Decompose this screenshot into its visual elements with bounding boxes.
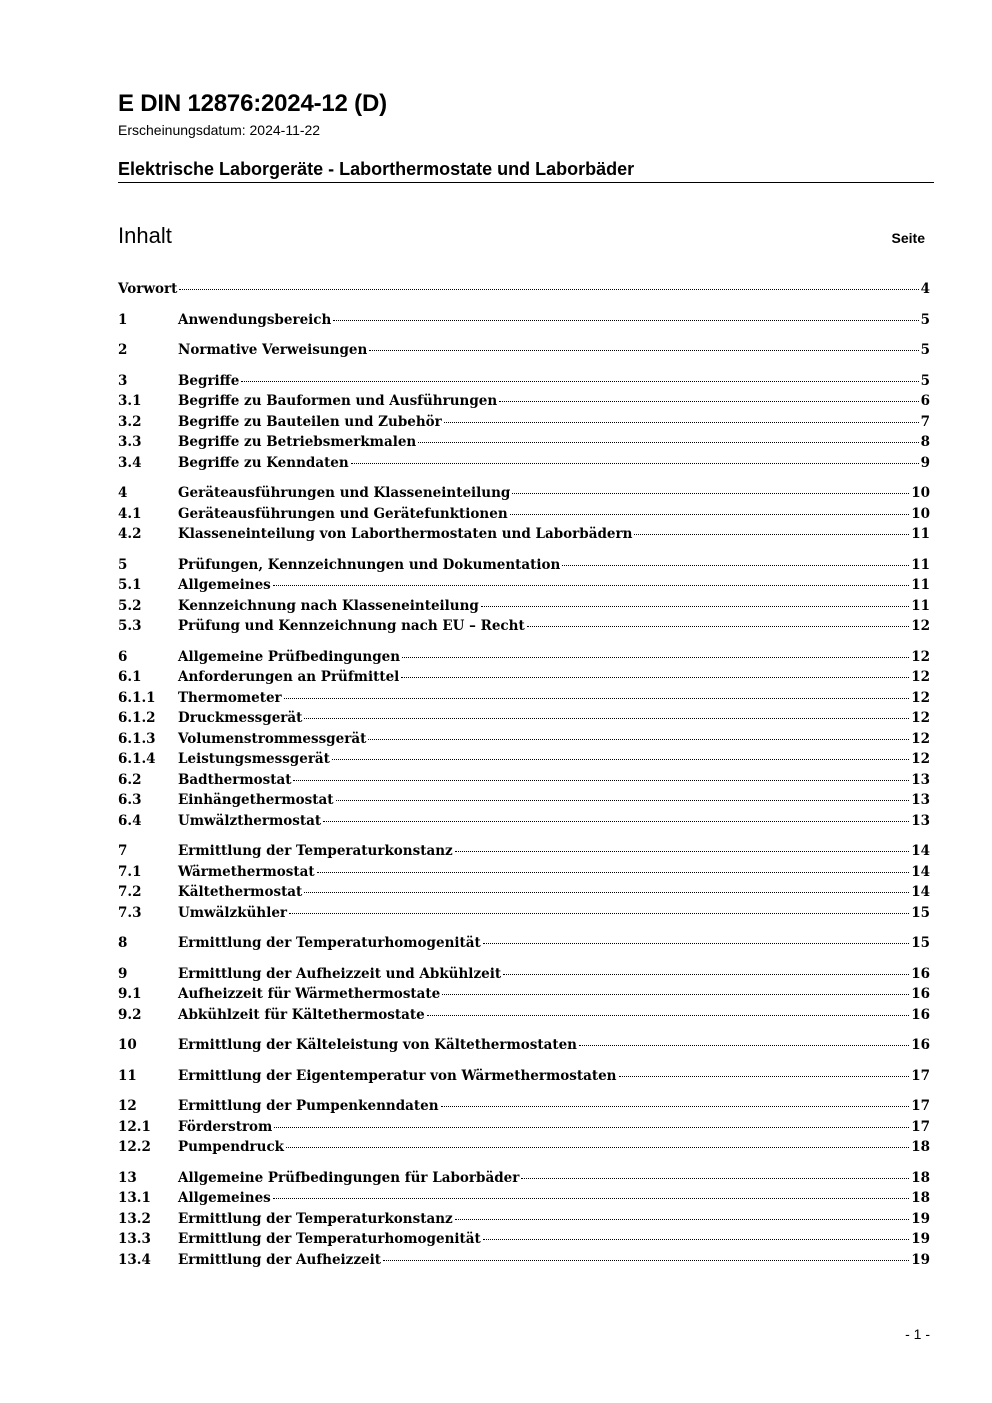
- toc-entry-number: 9.1: [118, 986, 142, 1002]
- toc-entry-number: 6.1.3: [118, 730, 156, 747]
- toc-entry-number: 3.1: [118, 393, 142, 409]
- toc-entry-title: Kennzeichnung nach Klasseneinteilung: [178, 597, 479, 614]
- toc-entry-page: 7: [920, 413, 930, 430]
- toc-entry-page: 14: [911, 843, 930, 859]
- toc-dot-leader: [241, 381, 918, 382]
- toc-dot-leader: [579, 1045, 909, 1046]
- toc-entry[interactable]: [118, 506, 930, 527]
- toc-entry-number: 6: [118, 648, 128, 665]
- toc-entry-number: 7.2: [118, 884, 142, 900]
- toc-entry[interactable]: [118, 669, 930, 690]
- toc-entry-title: Vorwort: [118, 281, 178, 297]
- toc-entry-page: 18: [911, 1139, 930, 1155]
- toc-dot-leader: [402, 657, 909, 658]
- toc-entry-number: 5.2: [118, 597, 142, 614]
- toc-entry-page: 19: [911, 1251, 930, 1268]
- toc-entry-page: 4: [920, 281, 930, 297]
- toc-entry[interactable]: [118, 455, 930, 476]
- toc-entry-page: 5: [920, 342, 930, 358]
- toc-dot-leader: [383, 1260, 909, 1261]
- toc-entry-title: Allgemeine Prüfbedingungen: [178, 648, 401, 665]
- toc-entry-number: 3: [118, 372, 128, 389]
- toc-entry-title: Ermittlung der Kälteleistung von Kältethermostaten: [178, 1037, 577, 1053]
- toc-dot-leader: [369, 350, 918, 351]
- toc-entry-number: 4: [118, 485, 128, 501]
- toc-entry-title: Ermittlung der Pumpenkenndaten: [178, 1098, 439, 1114]
- toc-entry[interactable]: [118, 1007, 930, 1028]
- toc-entry-title: Prüfungen, Kennzeichnungen und Dokumentation: [178, 556, 561, 573]
- table-of-contents: [118, 281, 930, 1272]
- toc-entry-title: Wärmethermostat: [178, 863, 315, 880]
- toc-entry-page: 9: [920, 454, 930, 471]
- toc-dot-leader: [179, 289, 918, 290]
- toc-entry-page: 16: [911, 986, 930, 1002]
- toc-entry-page: 17: [911, 1067, 930, 1084]
- toc-entry-number: 12.1: [118, 1118, 151, 1135]
- toc-heading: Inhalt: [118, 223, 172, 248]
- toc-entry-number: 13.3: [118, 1231, 151, 1247]
- toc-entry-number: 5.3: [118, 618, 142, 634]
- publication-date: Erscheinungsdatum: 2024-11-22: [118, 122, 321, 138]
- toc-entry-number: 11: [118, 1067, 137, 1084]
- toc-entry-page: 13: [911, 771, 930, 788]
- toc-entry-number: 6.1.2: [118, 710, 156, 726]
- toc-entry-title: Anforderungen an Prüfmittel: [178, 669, 400, 685]
- toc-entry[interactable]: [118, 751, 930, 772]
- toc-dot-leader: [483, 943, 909, 944]
- toc-dot-leader: [418, 442, 918, 443]
- toc-entry-page: 12: [911, 730, 930, 747]
- toc-entry-number: 13: [118, 1169, 137, 1186]
- toc-dot-leader: [442, 994, 909, 995]
- toc-entry-title: Einhängethermostat: [178, 792, 334, 808]
- toc-entry[interactable]: [118, 1037, 930, 1058]
- toc-entry-page: 11: [911, 526, 930, 542]
- toc-entry[interactable]: [118, 843, 930, 864]
- toc-entry-title: Leistungsmessgerät: [178, 751, 330, 767]
- toc-entry-title: Kältethermostat: [178, 884, 303, 900]
- document-number: E DIN 12876:2024-12 (D): [118, 90, 387, 117]
- toc-entry-page: 12: [911, 618, 930, 634]
- toc-entry-number: 8: [118, 935, 128, 951]
- toc-entry[interactable]: [118, 731, 930, 752]
- toc-entry-title: Begriffe zu Bauformen und Ausführungen: [178, 393, 498, 409]
- toc-entry-page: 12: [911, 669, 930, 685]
- toc-entry-title: Abkühlzeit für Kältethermostate: [178, 1006, 425, 1023]
- toc-entry-title: Geräteausführungen und Gerätefunktionen: [178, 505, 508, 522]
- toc-entry-number: 6.3: [118, 792, 142, 808]
- toc-entry-number: 3.3: [118, 434, 142, 450]
- toc-entry-title: Begriffe zu Kenndaten: [178, 454, 349, 471]
- toc-entry-number: 2: [118, 342, 128, 358]
- toc-entry[interactable]: [118, 710, 930, 731]
- toc-entry-title: Allgemeines: [178, 1190, 271, 1206]
- toc-entry[interactable]: [118, 966, 930, 987]
- toc-entry[interactable]: [118, 1139, 930, 1160]
- toc-entry-title: Begriffe zu Bauteilen und Zubehör: [178, 413, 442, 430]
- toc-entry-title: Begriffe zu Betriebsmerkmalen: [178, 434, 417, 450]
- toc-entry[interactable]: [118, 935, 930, 956]
- toc-entry[interactable]: [118, 690, 930, 711]
- toc-dot-leader: [286, 1147, 909, 1148]
- toc-entry-number: 7.3: [118, 904, 142, 921]
- toc-entry[interactable]: [118, 792, 930, 813]
- toc-entry-title: Geräteausführungen und Klasseneinteilung: [178, 485, 511, 501]
- toc-entry-page: 11: [911, 556, 930, 573]
- toc-entry-title: Begriffe: [178, 372, 240, 389]
- toc-entry[interactable]: [118, 526, 930, 547]
- toc-entry-number: 12: [118, 1098, 137, 1114]
- toc-entry-page: 12: [911, 648, 930, 665]
- toc-entry-page: 14: [911, 884, 930, 900]
- toc-entry-title: Ermittlung der Aufheizzeit: [178, 1251, 381, 1268]
- toc-dot-leader: [634, 534, 909, 535]
- toc-entry-title: Aufheizzeit für Wärmethermostate: [178, 986, 441, 1002]
- toc-entry[interactable]: [118, 1211, 930, 1232]
- toc-entry[interactable]: [118, 434, 930, 455]
- toc-entry[interactable]: [118, 393, 930, 414]
- toc-entry-number: 4.2: [118, 526, 142, 542]
- toc-entry-title: Thermometer: [178, 689, 282, 706]
- toc-dot-leader: [521, 1178, 909, 1179]
- toc-dot-leader: [503, 974, 909, 975]
- toc-entry[interactable]: [118, 342, 930, 363]
- toc-entry-number: 10: [118, 1037, 137, 1053]
- toc-dot-leader: [441, 1106, 910, 1107]
- toc-entry-number: 6.4: [118, 812, 142, 829]
- toc-entry-page: 18: [911, 1169, 930, 1186]
- toc-entry-title: Allgemeines: [178, 577, 271, 593]
- toc-entry-page: 5: [920, 372, 930, 389]
- toc-entry-page: 16: [911, 1037, 930, 1053]
- toc-entry-number: 7: [118, 843, 128, 859]
- page-number: - 1 -: [905, 1326, 930, 1342]
- toc-entry-number: 6.1: [118, 669, 142, 685]
- toc-entry-page: 16: [911, 1006, 930, 1023]
- toc-dot-leader: [527, 626, 910, 627]
- toc-entry[interactable]: [118, 813, 930, 834]
- toc-entry-title: Ermittlung der Temperaturkonstanz: [178, 843, 453, 859]
- toc-entry-title: Prüfung und Kennzeichnung nach EU – Recht: [178, 618, 525, 634]
- toc-entry-number: 12.2: [118, 1139, 151, 1155]
- toc-dot-leader: [455, 851, 910, 852]
- toc-entry-title: Umwälzthermostat: [178, 812, 322, 829]
- toc-entry-number: 5.1: [118, 577, 142, 593]
- toc-entry-title: Umwälzkühler: [178, 904, 288, 921]
- toc-entry-title: Klasseneinteilung von Laborthermostaten und Laborbädern: [178, 526, 633, 542]
- document-title: Elektrische Laborgeräte - Laborthermostate und Laborbäder: [118, 159, 635, 179]
- toc-entry-page: 5: [920, 311, 930, 328]
- toc-entry-title: Ermittlung der Aufheizzeit und Abkühlzeit: [178, 965, 502, 982]
- toc-entry-page: 14: [911, 863, 930, 880]
- toc-entry-page: 15: [911, 904, 930, 921]
- toc-entry-title: Allgemeine Prüfbedingungen für Laborbäder: [178, 1169, 520, 1186]
- toc-entry-number: 3.4: [118, 454, 142, 471]
- toc-dot-leader: [289, 913, 909, 914]
- toc-entry-number: 3.2: [118, 413, 142, 430]
- toc-entry-page: 11: [911, 577, 930, 593]
- toc-entry-page: 10: [911, 485, 930, 501]
- toc-entry[interactable]: [118, 1190, 930, 1211]
- toc-entry-page: 6: [920, 393, 930, 409]
- toc-entry-title: Normative Verweisungen: [178, 342, 368, 358]
- toc-entry[interactable]: [118, 414, 930, 435]
- toc-entry-title: Anwendungsbereich: [178, 311, 332, 328]
- toc-dot-leader: [562, 565, 909, 566]
- toc-entry-page: 12: [911, 710, 930, 726]
- toc-entry-page: 11: [911, 597, 930, 614]
- toc-dot-leader: [336, 800, 910, 801]
- toc-dot-leader: [304, 892, 909, 893]
- toc-dot-leader: [293, 780, 909, 781]
- toc-entry[interactable]: [118, 312, 930, 333]
- toc-entry-page: 12: [911, 689, 930, 706]
- toc-entry-page: 16: [911, 965, 930, 982]
- toc-dot-leader: [284, 698, 910, 699]
- toc-entry[interactable]: [118, 649, 930, 670]
- toc-dot-leader: [332, 759, 909, 760]
- toc-entry-number: 5: [118, 556, 128, 573]
- toc-entry-title: Druckmessgerät: [178, 710, 303, 726]
- toc-entry[interactable]: [118, 1231, 930, 1252]
- toc-entry-page: 15: [911, 935, 930, 951]
- toc-entry-title: Ermittlung der Temperaturhomogenität: [178, 1231, 481, 1247]
- toc-entry[interactable]: [118, 598, 930, 619]
- toc-entry-title: Pumpendruck: [178, 1139, 285, 1155]
- toc-dot-leader: [304, 718, 909, 719]
- toc-entry-number: 9.2: [118, 1006, 142, 1023]
- toc-entry-number: 9: [118, 965, 128, 982]
- toc-entry-page: 12: [911, 751, 930, 767]
- toc-entry-title: Förderstrom: [178, 1118, 273, 1135]
- toc-entry[interactable]: [118, 1252, 930, 1273]
- toc-dot-leader: [512, 493, 909, 494]
- toc-entry-number: 13.2: [118, 1210, 151, 1227]
- toc-entry[interactable]: [118, 485, 930, 506]
- toc-entry-number: 7.1: [118, 863, 142, 880]
- toc-dot-leader: [444, 422, 919, 423]
- toc-dot-leader: [333, 320, 918, 321]
- toc-entry[interactable]: [118, 1098, 930, 1119]
- toc-entry-title: Ermittlung der Eigentemperatur von Wärmethermostaten: [178, 1067, 617, 1084]
- toc-entry[interactable]: [118, 986, 930, 1007]
- toc-entry-number: 13.4: [118, 1251, 151, 1268]
- toc-entry-number: 6.2: [118, 771, 142, 788]
- toc-entry[interactable]: [118, 577, 930, 598]
- toc-entry-page: 13: [911, 792, 930, 808]
- toc-entry[interactable]: [118, 1119, 930, 1140]
- toc-entry-page: 17: [911, 1118, 930, 1135]
- toc-page-column-label: Seite: [891, 230, 925, 246]
- toc-dot-leader: [481, 606, 909, 607]
- toc-entry-title: Ermittlung der Temperaturkonstanz: [178, 1210, 453, 1227]
- toc-dot-leader: [273, 585, 909, 586]
- toc-dot-leader: [323, 821, 909, 822]
- toc-entry-page: 8: [920, 434, 930, 450]
- toc-entry[interactable]: [118, 1068, 930, 1089]
- toc-entry-number: 13.1: [118, 1190, 151, 1206]
- toc-entry-page: 18: [911, 1190, 930, 1206]
- toc-entry-title: Badthermostat: [178, 771, 292, 788]
- title-rule: [118, 182, 934, 183]
- toc-entry-page: 13: [911, 812, 930, 829]
- toc-entry-title: Volumenstrommessgerät: [178, 730, 367, 747]
- toc-entry[interactable]: [118, 373, 930, 394]
- toc-entry-page: 17: [911, 1098, 930, 1114]
- toc-dot-leader: [499, 401, 918, 402]
- toc-entry-page: 19: [911, 1210, 930, 1227]
- toc-entry-page: 10: [911, 505, 930, 522]
- toc-entry[interactable]: [118, 884, 930, 905]
- toc-dot-leader: [274, 1127, 909, 1128]
- toc-dot-leader: [317, 872, 910, 873]
- toc-entry[interactable]: [118, 557, 930, 578]
- toc-entry[interactable]: [118, 281, 930, 302]
- toc-entry[interactable]: [118, 618, 930, 639]
- toc-entry[interactable]: [118, 905, 930, 926]
- toc-dot-leader: [510, 514, 910, 515]
- toc-entry[interactable]: [118, 1170, 930, 1191]
- toc-dot-leader: [619, 1076, 910, 1077]
- toc-dot-leader: [273, 1198, 909, 1199]
- toc-dot-leader: [368, 739, 909, 740]
- toc-entry-title: Ermittlung der Temperaturhomogenität: [178, 935, 481, 951]
- toc-dot-leader: [351, 463, 919, 464]
- toc-dot-leader: [427, 1015, 910, 1016]
- toc-dot-leader: [483, 1239, 909, 1240]
- toc-entry-number: 6.1.1: [118, 689, 156, 706]
- toc-entry-number: 4.1: [118, 505, 142, 522]
- toc-dot-leader: [455, 1219, 910, 1220]
- toc-entry-page: 19: [911, 1231, 930, 1247]
- toc-entry-number: 1: [118, 311, 128, 328]
- toc-entry[interactable]: [118, 772, 930, 793]
- toc-entry[interactable]: [118, 864, 930, 885]
- toc-dot-leader: [401, 677, 909, 678]
- toc-entry-number: 6.1.4: [118, 751, 156, 767]
